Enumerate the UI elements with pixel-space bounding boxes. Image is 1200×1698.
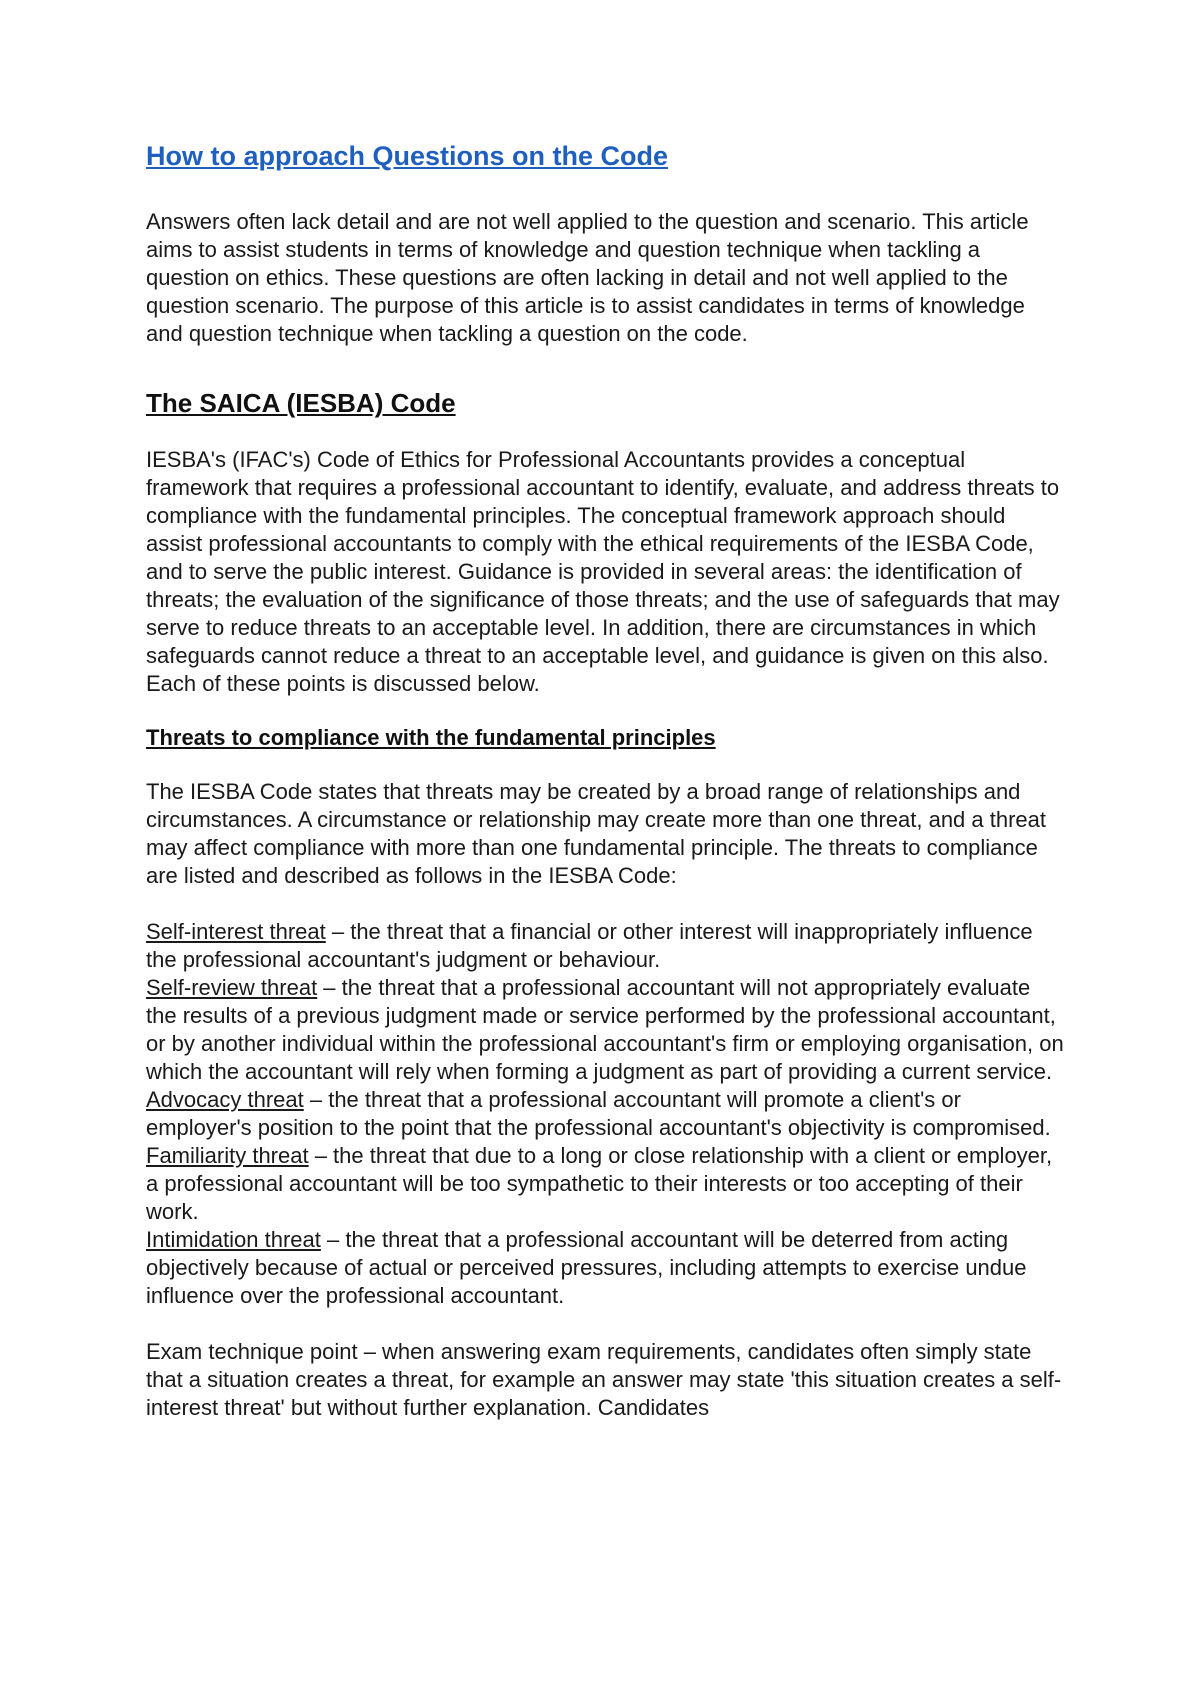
- threat-description: – the threat that due to a long or close relationship with a client or employer, a professional accountant will be too sympathetic to their interests or too accepting of their work.: [146, 1142, 1053, 1224]
- threat-item-familiarity: [146, 1142, 1066, 1226]
- threat-description: – the threat that a professional accountant will be deterred from acting objectively because of actual or perceived pressures, including attempts to exercise undue influence over the professional accountant.: [146, 1226, 1027, 1308]
- threat-list: [146, 918, 1066, 1310]
- threat-description: – the threat that a professional accountant will not appropriately evaluate the results of a previous judgment made or service performed by the professional accountant, or by another individual within the professional accountant's firm or employing organisation, on which the accountant will rely when forming a judgment as part of providing a current service.: [146, 974, 1064, 1084]
- title-link[interactable]: How to approach Questions on the Code: [146, 141, 669, 171]
- threat-name: Self-interest threat: [146, 918, 326, 944]
- exam-technique-paragraph: Exam technique point – when answering exam requirements, candidates often simply state that a situation creates a threat, for example an answer may state 'this situation creates a self-interest threat' but without further explanation. Candidates: [146, 1338, 1062, 1420]
- threat-item-advocacy: [146, 1086, 1066, 1142]
- threat-item-intimidation: [146, 1226, 1066, 1310]
- threat-name: Advocacy threat: [146, 1086, 304, 1112]
- threat-item-self-review: [146, 974, 1066, 1086]
- threats-heading: Threats to compliance with the fundamental principles: [146, 724, 716, 750]
- threat-name: Self-review threat: [146, 974, 318, 1000]
- document-page: [146, 140, 1066, 1422]
- threat-description: – the threat that a financial or other interest will inappropriately influence the professional accountant's judgment or behaviour.: [146, 918, 1033, 972]
- intro-paragraph: Answers often lack detail and are not well applied to the question and scenario. This article aims to assist students in terms of knowledge and question technique when tackling a question on ethics. These questions are often lacking in detail and not well applied to the question scenario. The purpose of this article is to assist candidates in terms of knowledge and question technique when tackling a question on the code.: [146, 209, 1029, 347]
- section-heading: The SAICA (IESBA) Code: [146, 388, 456, 419]
- threat-name: Familiarity threat: [146, 1142, 309, 1168]
- threats-intro-paragraph: The IESBA Code states that threats may be created by a broad range of relationships and circumstances. A circumstance or relationship may create more than one threat, and a threat may affect compliance with more than one fundamental principle. The threats to compliance are listed and described as follows in the IESBA Code:: [146, 778, 1047, 888]
- section-body-paragraph: IESBA's (IFAC's) Code of Ethics for Professional Accountants provides a conceptual framework that requires a professional accountant to identify, evaluate, and address threats to compliance with the fundamental principles. The conceptual framework approach should assist professional accountants to comply with the ethical requirements of the IESBA Code, and to serve the public interest. Guidance is provided in several areas: the identification of threats; the evaluation of the significance of those threats; and the use of safeguards that may serve to reduce threats to an acceptable level. In addition, there are circumstances in which safeguards cannot reduce a threat to an acceptable level, and guidance is given on this also. Each of these points is discussed below.: [146, 446, 1060, 696]
- threat-name: Intimidation threat: [146, 1226, 321, 1252]
- threat-description: – the threat that a professional accountant will promote a client's or employer's position to the point that the professional accountant's objectivity is compromised.: [146, 1086, 1051, 1140]
- threat-item-self-interest: [146, 918, 1066, 974]
